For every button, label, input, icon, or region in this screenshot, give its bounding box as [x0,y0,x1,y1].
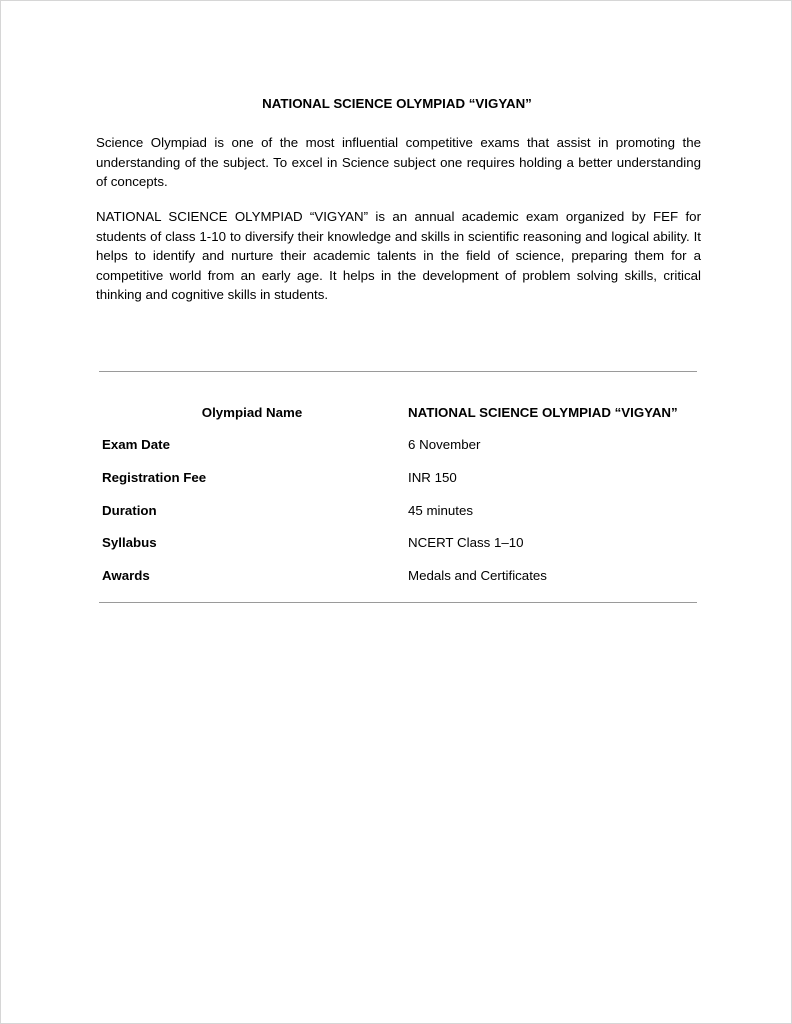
row-value: Medals and Certificates [408,567,547,583]
table-row [99,461,697,494]
header-label: Olympiad Name [201,404,303,420]
row-label: Exam Date [102,437,170,453]
row-label: Awards [102,567,150,583]
row-value: INR 150 [408,469,457,485]
row-label: Duration [102,502,157,518]
intro-paragraph: Science Olympiad is one of the most influential competitive exams that assist in promoting the understanding of the subject. To excel in Science subject one requires holding a better understanding of concepts. [96,135,701,189]
document-title: NATIONAL SCIENCE OLYMPIAD “VIGYAN” [262,96,532,111]
table-bottom-rule [99,602,697,603]
table-row [99,429,697,462]
table-header-row [99,396,697,429]
table-row [99,559,697,592]
olympiad-details-table [99,396,697,592]
table-row [99,526,697,559]
row-value: 6 November [408,437,481,453]
table-row [99,494,697,527]
table-top-rule [99,371,697,372]
row-label: Syllabus [102,535,157,551]
row-value: 45 minutes [408,502,474,518]
row-value: NCERT Class 1–10 [408,535,524,551]
row-label: Registration Fee [102,469,207,485]
description-paragraph: NATIONAL SCIENCE OLYMPIAD “VIGYAN” is an annual academic exam organized by FEF for students of class 1-10 to diversify their knowledge and skills in scientific reasoning and logical ability. It helps to identify and nurture their academic talents in the field of science, preparing them for a competitive world from an early age. It helps in the development of problem solving skills, critical thinking and cognitive skills in students. [96,209,701,302]
header-value: NATIONAL SCIENCE OLYMPIAD “VIGYAN” [408,404,678,420]
